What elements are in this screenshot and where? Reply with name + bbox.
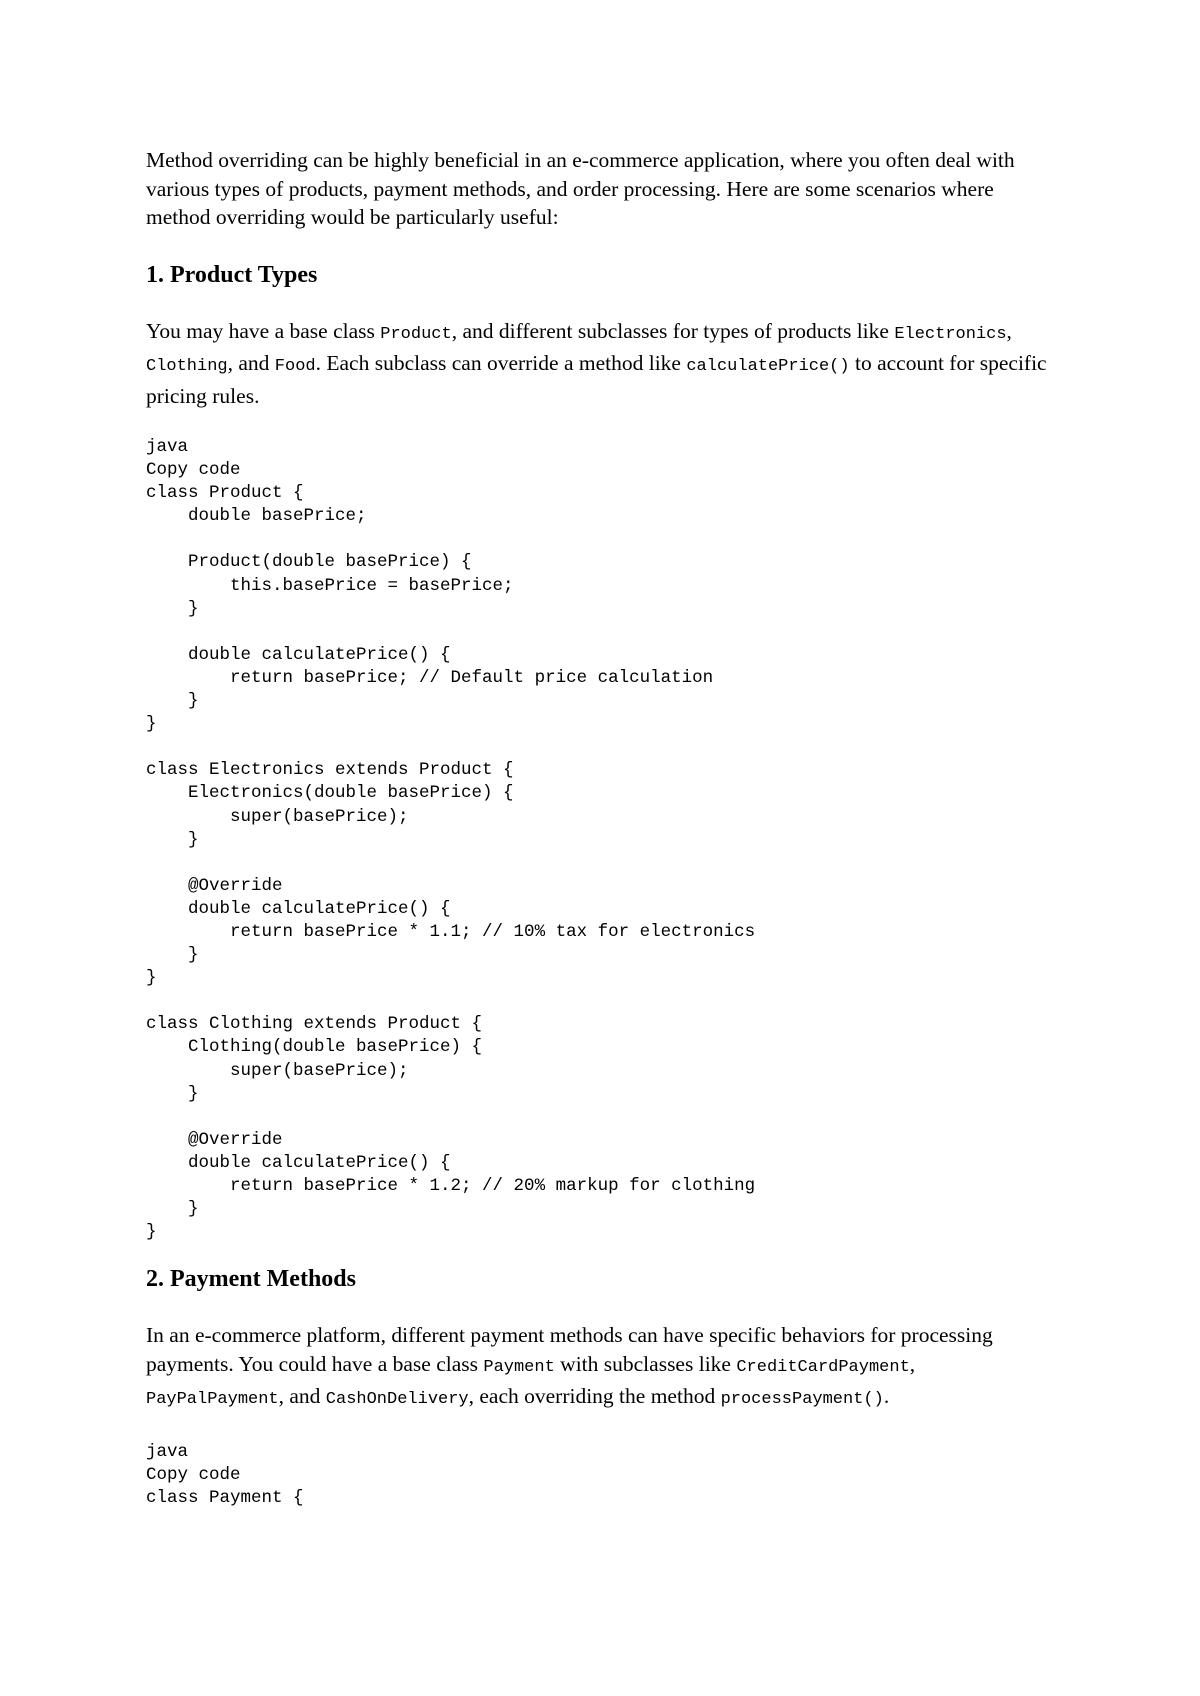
code-line: } bbox=[146, 1222, 157, 1243]
code-line: java bbox=[146, 1441, 189, 1462]
code-line: this.basePrice = basePrice; bbox=[146, 575, 514, 596]
code-line: Electronics(double basePrice) { bbox=[146, 783, 514, 804]
code-line: class Electronics extends Product { bbox=[146, 760, 514, 781]
text-run: , and different subclasses for types of products like bbox=[451, 318, 895, 343]
inline-code: calculatePrice() bbox=[686, 357, 850, 376]
code-line: double basePrice; bbox=[146, 506, 367, 527]
code-line: Clothing(double basePrice) { bbox=[146, 1037, 483, 1058]
code-line: } bbox=[146, 691, 199, 712]
code-block-payment-methods bbox=[146, 1441, 1056, 1510]
code-line bbox=[146, 990, 1056, 1013]
text-run: to account for specific pricing rules. bbox=[146, 351, 1047, 408]
code-line bbox=[146, 852, 1056, 875]
code-line bbox=[146, 621, 1056, 644]
section-heading-product-types: 1. Product Types bbox=[146, 261, 318, 288]
code-line: double calculatePrice() { bbox=[146, 644, 451, 665]
inline-code: Clothing bbox=[146, 357, 228, 376]
code-line: @Override bbox=[146, 1129, 283, 1150]
code-line: class Product { bbox=[146, 483, 304, 504]
code-line: class Clothing extends Product { bbox=[146, 1014, 483, 1035]
document-page bbox=[146, 146, 1056, 1510]
code-line: Product(double basePrice) { bbox=[146, 552, 472, 573]
code-line: } bbox=[146, 945, 199, 966]
code-line: return basePrice * 1.1; // 10% tax for electronics bbox=[146, 921, 756, 942]
product-types-paragraph bbox=[146, 317, 1056, 411]
text-run: You may have a base class bbox=[146, 318, 381, 343]
inline-code: Food bbox=[274, 357, 316, 376]
section-heading-payment-methods: 2. Payment Methods bbox=[146, 1266, 356, 1293]
code-line: } bbox=[146, 1199, 199, 1220]
code-line: Copy code bbox=[146, 460, 241, 481]
code-line: class Payment { bbox=[146, 1487, 304, 1508]
inline-code: Payment bbox=[483, 1357, 555, 1377]
code-line: @Override bbox=[146, 875, 283, 896]
code-line: } bbox=[146, 1083, 199, 1104]
text-run: with subclasses like bbox=[554, 1351, 737, 1376]
inline-code: Product bbox=[380, 324, 452, 344]
code-line: super(basePrice); bbox=[146, 806, 409, 827]
text-run: . Each subclass can override a method like bbox=[315, 351, 687, 375]
payment-methods-paragraph bbox=[146, 1321, 1056, 1415]
inline-code: CreditCardPayment bbox=[736, 1357, 910, 1377]
code-line: } bbox=[146, 598, 199, 619]
code-line: } bbox=[146, 968, 157, 989]
inline-code: Electronics bbox=[894, 324, 1007, 344]
code-line bbox=[146, 1106, 1056, 1129]
inline-code: PayPalPayment bbox=[146, 1390, 279, 1410]
code-line: return basePrice * 1.2; // 20% markup for clothing bbox=[146, 1176, 756, 1196]
text-run: , and bbox=[227, 351, 275, 375]
code-line bbox=[146, 528, 1056, 551]
text-run: , bbox=[1006, 318, 1012, 343]
code-line bbox=[146, 736, 1056, 759]
text-run: . bbox=[883, 1384, 890, 1409]
code-line: } bbox=[146, 714, 157, 735]
inline-code: CashOnDelivery bbox=[325, 1390, 469, 1410]
text-run: , each overriding the method bbox=[468, 1384, 721, 1409]
code-line: super(basePrice); bbox=[146, 1060, 409, 1081]
code-line: Copy code bbox=[146, 1464, 241, 1485]
inline-code: processPayment() bbox=[720, 1390, 884, 1410]
code-line: java bbox=[146, 437, 189, 457]
text-run: , bbox=[909, 1351, 916, 1376]
intro-paragraph: Method overriding can be highly beneficial in an e-commerce application, where you often deal with various types of products, payment methods, and order processing. Here are some scenarios where method overriding would be particularly useful: bbox=[146, 148, 1015, 229]
code-line: double calculatePrice() { bbox=[146, 1152, 451, 1173]
text-run: In an e-commerce platform, different payment methods can have specific behaviors for processing payments. You could have a base class bbox=[146, 1323, 993, 1376]
text-run: , and bbox=[278, 1384, 326, 1409]
code-line: double calculatePrice() { bbox=[146, 898, 451, 919]
code-block-product-types bbox=[146, 436, 1056, 1244]
code-line: return basePrice; // Default price calculation bbox=[146, 667, 714, 688]
code-line: } bbox=[146, 829, 199, 850]
